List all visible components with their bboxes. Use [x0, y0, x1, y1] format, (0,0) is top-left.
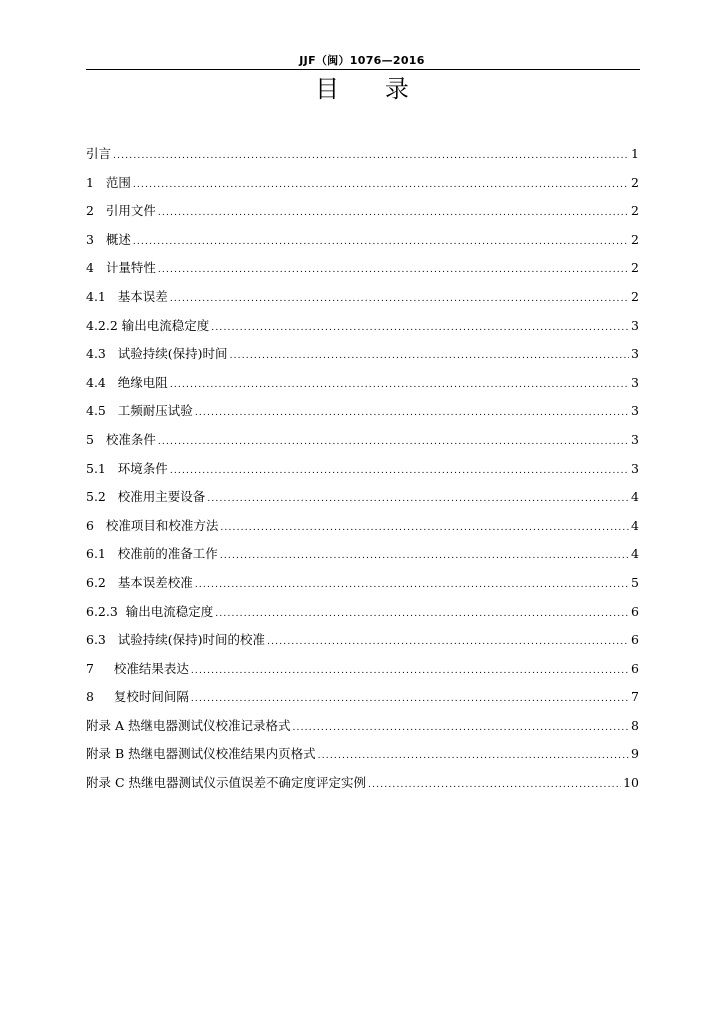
toc-entry-label: 1 范围 — [86, 174, 131, 190]
toc-entry[interactable] — [86, 312, 639, 341]
toc-entry[interactable] — [86, 740, 639, 769]
toc-entry-page: 5 — [631, 574, 639, 590]
toc-entry-page: 4 — [631, 517, 639, 533]
toc-entry-page: 3 — [631, 346, 639, 362]
toc-leader-dots — [195, 399, 629, 428]
header-rule — [86, 69, 640, 70]
toc-entry-label: 6.2.3 输出电流稳定度 — [86, 603, 214, 619]
toc-entry-label: 8 复校时间间隔 — [86, 689, 189, 705]
toc-entry-label: 6 校准项目和校准方法 — [86, 517, 219, 533]
toc-entry[interactable] — [86, 655, 639, 684]
toc-leader-dots — [170, 457, 629, 486]
toc-entry-page: 3 — [631, 431, 639, 447]
toc-entry-label: 6.3 试验持续(保持)时间的校准 — [86, 632, 266, 648]
toc-entry[interactable] — [86, 483, 639, 512]
toc-leader-dots — [220, 514, 629, 543]
toc-leader-dots — [230, 342, 629, 371]
toc-entry-page: 3 — [631, 403, 639, 419]
toc-entry-page: 2 — [631, 260, 639, 276]
toc-entry[interactable] — [86, 254, 639, 283]
toc-entry[interactable] — [86, 169, 639, 198]
toc-entry-page: 4 — [631, 489, 639, 505]
toc-entry-label: 4 计量特性 — [86, 260, 156, 276]
toc-entry[interactable] — [86, 683, 639, 712]
document-header-code: JJF（闽）1076—2016 — [299, 54, 425, 67]
toc-entry-page: 3 — [631, 460, 639, 476]
toc-leader-dots — [318, 742, 629, 771]
toc-leader-dots — [158, 199, 629, 228]
toc-leader-dots — [191, 657, 629, 686]
toc-entry-page: 4 — [631, 546, 639, 562]
toc-entry[interactable] — [86, 340, 639, 369]
toc-leader-dots — [368, 771, 621, 800]
toc-entry[interactable] — [86, 512, 639, 541]
toc-entry-label: 附录 A 热继电器测试仪校准记录格式 — [86, 717, 291, 733]
toc-entry-label: 附录 C 热继电器测试仪示值误差不确定度评定实例 — [86, 775, 367, 791]
toc-entry-page: 6 — [631, 660, 639, 676]
toc-leader-dots — [215, 600, 629, 629]
toc-entry[interactable] — [86, 540, 639, 569]
toc-entry-label: 2 引用文件 — [86, 203, 156, 219]
toc-leader-dots — [211, 314, 629, 343]
toc-entry-page: 2 — [631, 231, 639, 247]
toc-entry[interactable] — [86, 283, 639, 312]
toc-entry[interactable] — [86, 140, 639, 169]
toc-entry[interactable] — [86, 397, 639, 426]
toc-entry-label: 6.1 校准前的准备工作 — [86, 546, 218, 562]
toc-entry-label: 引言 — [86, 146, 112, 161]
toc-leader-dots — [191, 685, 629, 714]
toc-entry[interactable] — [86, 426, 639, 455]
toc-entry-label: 4.1 基本误差 — [86, 288, 168, 304]
toc-entry-label: 4.2.2 输出电流稳定度 — [86, 317, 210, 333]
toc-title: 目 录 — [315, 75, 409, 103]
toc-leader-dots — [292, 714, 629, 743]
toc-entry-label: 5.2 校准用主要设备 — [86, 489, 206, 505]
toc-entry-page: 3 — [631, 374, 639, 390]
toc-entry-page: 2 — [631, 174, 639, 190]
toc-leader-dots — [158, 256, 629, 285]
toc-leader-dots — [158, 428, 629, 457]
toc-leader-dots — [220, 542, 629, 571]
toc-entry-label: 7 校准结果表达 — [86, 660, 189, 676]
toc-leader-dots — [207, 485, 629, 514]
toc-entry[interactable] — [86, 626, 639, 655]
toc-entry-page: 2 — [631, 288, 639, 304]
toc-entry-page: 7 — [631, 689, 639, 705]
toc-entry-page: 6 — [631, 632, 639, 648]
toc-leader-dots — [195, 571, 629, 600]
toc-entry-label: 4.3 试验持续(保持)时间 — [86, 346, 228, 362]
toc-entry[interactable] — [86, 569, 639, 598]
toc-entry[interactable] — [86, 598, 639, 627]
toc-entry[interactable] — [86, 769, 639, 798]
toc-leader-dots — [113, 142, 629, 171]
toc-entry[interactable] — [86, 455, 639, 484]
toc-entry[interactable] — [86, 712, 639, 741]
toc-entry[interactable] — [86, 197, 639, 226]
toc-entry-label: 5 校准条件 — [86, 431, 156, 447]
toc-leader-dots — [170, 285, 629, 314]
toc-leader-dots — [133, 171, 629, 200]
toc-entry-page: 10 — [623, 775, 639, 791]
toc-leader-dots — [133, 228, 629, 257]
toc-leader-dots — [170, 371, 629, 400]
toc-entry-label: 5.1 环境条件 — [86, 460, 168, 476]
toc-entry-page: 3 — [631, 317, 639, 333]
toc-entry-page: 9 — [631, 746, 639, 762]
toc-entry-label: 3 概述 — [86, 231, 131, 247]
toc-entry-page: 2 — [631, 203, 639, 219]
toc-entry-label: 4.4 绝缘电阻 — [86, 374, 168, 390]
toc-entry-page: 1 — [631, 146, 639, 161]
toc-entry-page: 8 — [631, 717, 639, 733]
toc-entry-label: 6.2 基本误差校准 — [86, 574, 193, 590]
toc-entry[interactable] — [86, 369, 639, 398]
toc-entry-page: 6 — [631, 603, 639, 619]
table-of-contents — [86, 140, 639, 798]
toc-entry-label: 附录 B 热继电器测试仪校准结果内页格式 — [86, 746, 316, 762]
toc-leader-dots — [267, 628, 629, 657]
toc-entry-label: 4.5 工频耐压试验 — [86, 403, 193, 419]
toc-entry[interactable] — [86, 226, 639, 255]
